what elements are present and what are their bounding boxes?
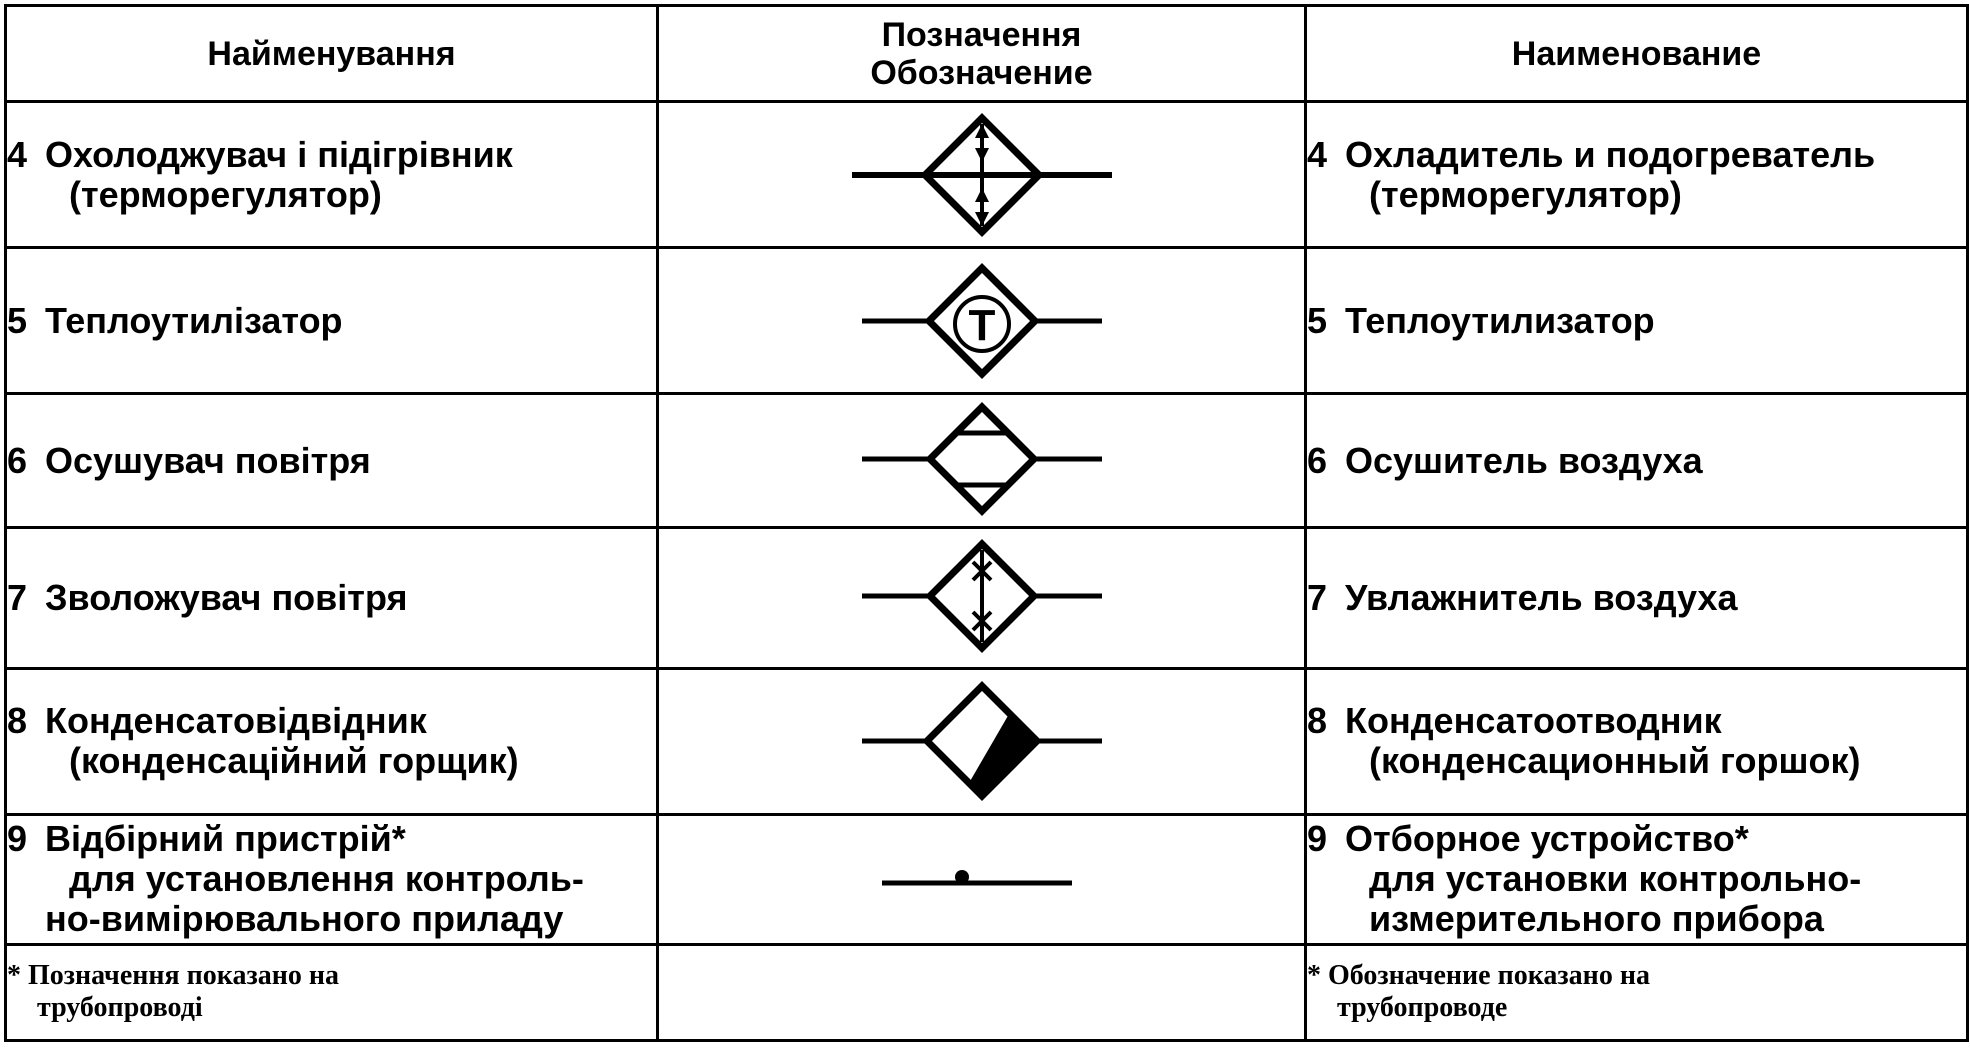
header-designation (658, 6, 1306, 102)
row-number: 6 (1307, 439, 1328, 481)
name-uk-line: Відбірний пристрій* (45, 818, 406, 860)
symbols-table (4, 4, 1969, 1042)
name-ru-line: измерительного прибора (1369, 898, 1824, 940)
name-ru-cell (1306, 248, 1968, 394)
header-name-uk: Найменування (6, 6, 658, 102)
name-uk-line: но-вимірювального приладу (45, 898, 564, 940)
name-ru-line: Теплоутилизатор (1345, 299, 1655, 341)
name-uk-line: (терморегулятор) (69, 173, 382, 215)
name-uk-cell (6, 248, 658, 394)
row-number: 5 (7, 299, 28, 341)
name-uk-cell (6, 814, 658, 944)
name-uk-line: Теплоутилізатор (45, 299, 343, 341)
name-ru-cell (1306, 528, 1968, 668)
row-number: 8 (7, 700, 28, 742)
footnote-empty-cell (658, 944, 1306, 1040)
name-ru-line: (терморегулятор) (1369, 173, 1682, 215)
header-row (6, 6, 1968, 102)
footnote-ru-line: * Обозначение показано на (1307, 960, 1650, 992)
name-ru-cell (1306, 668, 1968, 814)
name-uk-line: (конденсаційний горщик) (69, 740, 519, 782)
name-uk-cell (6, 668, 658, 814)
condensate-trap-symbol-icon (832, 676, 1132, 806)
row-number: 7 (7, 577, 28, 619)
name-uk-cell (6, 102, 658, 248)
table-row (6, 394, 1968, 528)
header-designation-ru: Обозначение (870, 53, 1093, 92)
name-uk-cell (6, 528, 658, 668)
table-row (6, 814, 1968, 944)
row-number: 6 (7, 439, 28, 481)
footnote-uk (6, 944, 658, 1040)
heat-recovery-letter: T (968, 300, 995, 350)
name-ru-line: для установки контрольно- (1369, 858, 1862, 900)
air-humidifier-symbol-icon (832, 536, 1132, 660)
symbol-cell (658, 102, 1306, 248)
symbol-cell (658, 394, 1306, 528)
row-number: 5 (1307, 299, 1328, 341)
footnote-ru (1306, 944, 1968, 1040)
name-uk-line: Осушувач повітря (45, 439, 371, 481)
row-number: 4 (7, 133, 28, 175)
name-ru-line: (конденсационный горшок) (1369, 740, 1861, 782)
name-ru-line: Конденсатоотводник (1345, 700, 1722, 742)
symbol-cell (658, 248, 1306, 394)
table-row (6, 102, 1968, 248)
name-ru-cell (1306, 814, 1968, 944)
row-number: 9 (7, 818, 28, 860)
sampling-device-symbol-icon (832, 849, 1132, 909)
row-number: 8 (1307, 700, 1328, 742)
footnote-ru-line: трубопроводе (1337, 992, 1508, 1024)
name-ru-line: Осушитель воздуха (1345, 439, 1703, 481)
name-uk-line: Охолоджувач і підігрівник (45, 133, 513, 175)
name-uk-line: Зволожувач повітря (45, 577, 408, 619)
air-dryer-symbol-icon (832, 401, 1132, 521)
name-uk-line: для установлення контроль- (69, 858, 584, 900)
name-ru-line: Отборное устройство* (1345, 818, 1749, 860)
row-number: 7 (1307, 577, 1328, 619)
name-ru-cell (1306, 394, 1968, 528)
name-ru-line: Охладитель и подогреватель (1345, 133, 1876, 175)
name-uk-line: Конденсатовідвідник (45, 700, 427, 742)
footnote-uk-line: трубопроводі (37, 992, 203, 1024)
name-ru-line: Увлажнитель воздуха (1345, 577, 1738, 619)
footnote-row (6, 944, 1968, 1040)
header-designation-uk: Позначення (881, 15, 1082, 54)
table-row (6, 528, 1968, 668)
name-ru-cell (1306, 102, 1968, 248)
row-number: 4 (1307, 133, 1328, 175)
header-name-ru: Наименование (1306, 6, 1968, 102)
symbol-cell (658, 668, 1306, 814)
table-row (6, 248, 1968, 394)
symbol-cell (658, 528, 1306, 668)
row-number: 9 (1307, 818, 1328, 860)
table-row (6, 668, 1968, 814)
symbol-cell (658, 814, 1306, 944)
footnote-uk-line: * Позначення показано на (7, 960, 340, 992)
cooler-heater-symbol-icon (832, 110, 1132, 240)
name-uk-cell (6, 394, 658, 528)
heat-recovery-symbol-icon (832, 256, 1132, 386)
